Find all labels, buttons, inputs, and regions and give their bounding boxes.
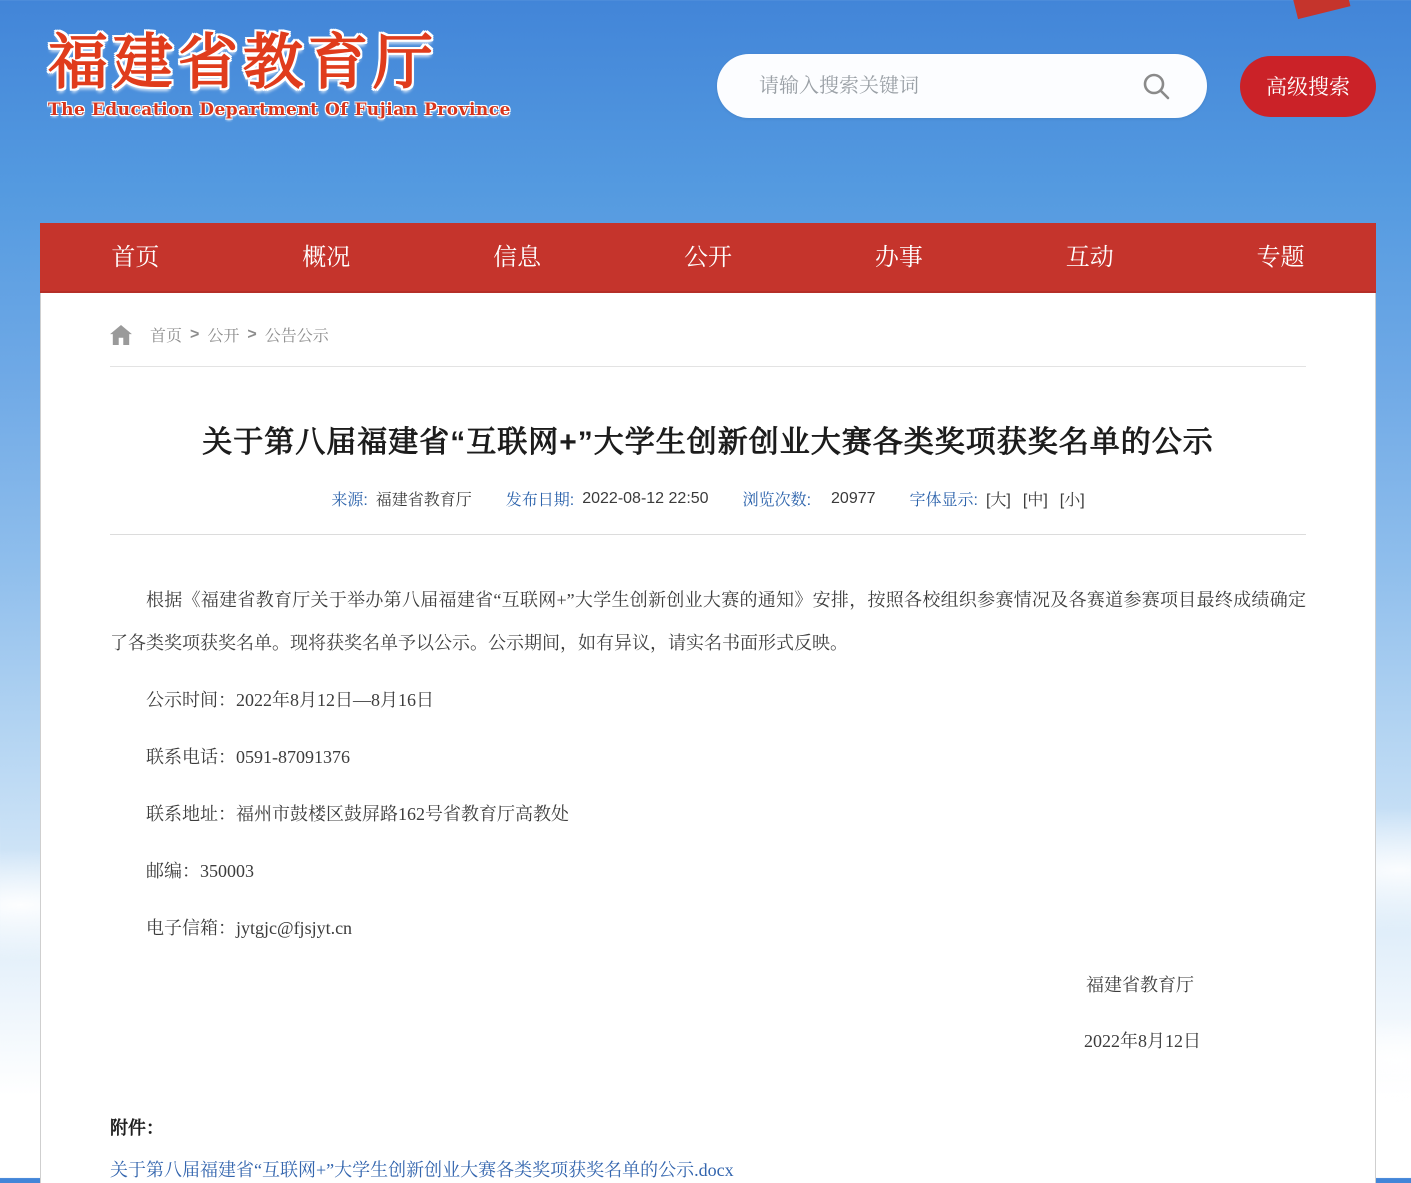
- nav-item-service[interactable]: 办事: [874, 244, 923, 271]
- search-input[interactable]: [757, 54, 1137, 118]
- font-size-medium-button[interactable]: [中]: [1022, 492, 1048, 509]
- nav-item-special[interactable]: 专题: [1256, 244, 1305, 271]
- meta-source-label: 来源:: [331, 492, 368, 509]
- nav-item-public[interactable]: 公开: [683, 244, 732, 271]
- detail-publicity-period: 公示时间：2022年8月12日—8月16日: [146, 690, 434, 710]
- font-size-small-button[interactable]: [小]: [1059, 492, 1085, 509]
- attachment-label: 附件：: [110, 1118, 164, 1138]
- detail-email: 电子信箱：jytgjc@fjsjyt.cn: [146, 918, 353, 938]
- signature-date: 2022年8月12日: [1084, 1031, 1201, 1051]
- search-box: [717, 54, 1207, 118]
- main-nav: [40, 223, 1376, 293]
- article-title: 关于第八届福建省“互联网+”大学生创新创业大赛各类奖项获奖名单的公示: [202, 426, 1214, 459]
- search-area: [717, 54, 1376, 118]
- home-icon[interactable]: [110, 325, 132, 345]
- breadcrumb-separator: >: [247, 325, 257, 343]
- meta-source: [331, 487, 471, 510]
- meta-views-label: 浏览次数:: [742, 492, 812, 509]
- article-paragraph: 根据《福建省教育厅关于举办第八届福建省“互联网+”大学生创新创业大赛的通知》安排，按照各校组织参赛情况及各赛道参赛项目最终成绩确定了各类奖项获奖名单。现将获奖名单予以公示。公示期间，如有异议，请实名书面形式反映。: [110, 590, 1306, 653]
- nav-item-home[interactable]: 首页: [111, 244, 160, 271]
- nav-item-interact[interactable]: 互动: [1065, 244, 1114, 271]
- nav-item-info[interactable]: 信息: [493, 244, 542, 271]
- meta-source-value: 福建省教育厅: [375, 492, 472, 509]
- article-body: [110, 579, 1306, 1183]
- font-size-large-button[interactable]: [大]: [985, 492, 1011, 509]
- detail-contact-address: 联系地址：福州市鼓楼区鼓屏路162号省教育厅高教处: [146, 804, 569, 824]
- nav-item-overview[interactable]: 概况: [302, 244, 351, 271]
- page-container: [40, 0, 1376, 1183]
- meta-font-label: 字体显示:: [909, 492, 978, 509]
- detail-contact-phone: 联系电话：0591-87091376: [146, 747, 350, 767]
- breadcrumb-home[interactable]: 首页: [150, 328, 183, 345]
- meta-date-value: 2022-08-12 22:50: [582, 489, 709, 507]
- attachment-link[interactable]: 关于第八届福建省“互联网+”大学生创新创业大赛各类奖项获奖名单的公示.docx: [110, 1160, 734, 1180]
- site-logo-subtitle: The Education Department Of Fujian Province: [48, 100, 511, 120]
- meta-views: [743, 487, 876, 510]
- breadcrumb: [110, 293, 1306, 367]
- meta-divider: [110, 534, 1306, 535]
- breadcrumb-separator: >: [190, 325, 200, 343]
- article-meta: [110, 487, 1306, 510]
- advanced-search-button[interactable]: 高级搜索: [1240, 56, 1376, 117]
- content-panel: [40, 293, 1376, 1183]
- meta-date-label: 发布日期:: [505, 492, 575, 509]
- breadcrumb-public[interactable]: 公开: [207, 328, 240, 345]
- signature-organization: 福建省教育厅: [1086, 975, 1194, 995]
- search-icon[interactable]: [1141, 71, 1171, 101]
- site-logo[interactable]: [48, 30, 511, 120]
- meta-font-size: [910, 487, 1085, 510]
- meta-date: [506, 487, 709, 510]
- detail-postal-code: 邮编：350003: [146, 861, 254, 881]
- site-logo-title: 福建省教育厅: [48, 28, 438, 98]
- breadcrumb-announcements[interactable]: 公告公示: [264, 328, 329, 345]
- site-header: [40, 0, 1376, 223]
- meta-views-value: 20977: [831, 489, 876, 507]
